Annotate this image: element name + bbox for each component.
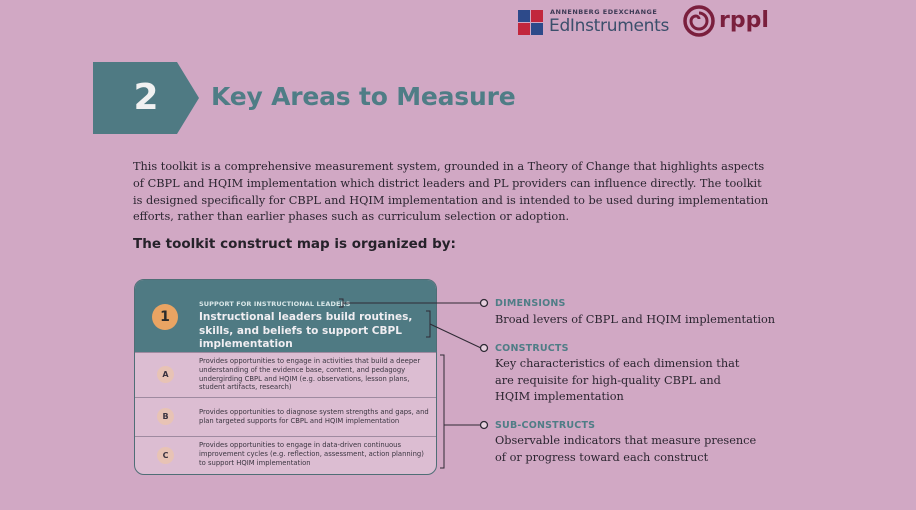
subconstruct-letter: A — [157, 366, 174, 383]
rppl-label: rppl — [719, 8, 769, 33]
construct-text: Instructional leaders build routines, skills, and beliefs to support CBPL implementation — [199, 311, 413, 350]
section-number-banner — [93, 62, 201, 134]
intro-paragraph: This toolkit is a comprehensive measurement system, grounded in a Theory of Change that highlights aspects of CBPL and HQIM implementation which district leaders and PL providers can influence directly. The toolkit is designed specifically for CBPL and HQIM implementation and is intended to be used during implementation efforts, rather than earlier phases such as curriculum selection or adoption. — [133, 160, 769, 224]
constructs-description: Key characteristics of each dimension that are requisite for high-quality CBPL and HQIM implementation — [495, 357, 740, 403]
construct-map-card — [134, 279, 437, 475]
edinstruments-label: EdInstruments — [549, 16, 670, 36]
subconstruct-row-a — [135, 352, 436, 397]
dimensions-description: Broad levers of CBPL and HQIM implementation — [495, 313, 776, 326]
rppl-logo — [683, 4, 783, 38]
construct-map-subheading: The toolkit construct map is organized by: — [133, 236, 456, 252]
subconstruct-letter: B — [157, 408, 174, 425]
subconstruct-row-b — [135, 397, 436, 436]
section-title: Key Areas to Measure — [211, 82, 516, 111]
section-number: 2 — [133, 77, 159, 118]
edinstruments-mark-icon — [518, 10, 544, 36]
rppl-spiral-icon — [683, 5, 715, 37]
dimension-number-badge: 1 — [152, 304, 178, 330]
dimensions-heading: DIMENSIONS — [495, 298, 566, 309]
annenberg-edinstruments-logo — [518, 8, 670, 38]
subconstruct-letter: C — [157, 447, 174, 464]
constructs-heading: CONSTRUCTS — [495, 343, 569, 354]
dimension-panel — [135, 280, 436, 352]
annenberg-label: ANNENBERG EDEXCHANGE — [550, 8, 658, 16]
dimension-category: SUPPORT FOR INSTRUCTIONAL LEADERS — [199, 300, 351, 308]
subconstruct-text: Provides opportunities to engage in data-driven continuous improvement cycles (e.g. reflection, assessment, action planning) to support HQIM implementation — [199, 441, 424, 467]
subconstruct-row-c — [135, 436, 436, 475]
subconstructs-description: Observable indicators that measure presence of or progress toward each construct — [495, 434, 757, 464]
subconstructs-heading: SUB-CONSTRUCTS — [495, 420, 596, 431]
subconstruct-text: Provides opportunities to diagnose system strengths and gaps, and plan targeted supports for CBPL and HQIM implementation — [199, 408, 429, 425]
subconstruct-text: Provides opportunities to engage in activities that build a deeper understanding of the evidence base, content, and pedagogy undergirding CBPL and HQIM (e.g. observations, lesson plans, student artifacts, research) — [199, 357, 421, 392]
